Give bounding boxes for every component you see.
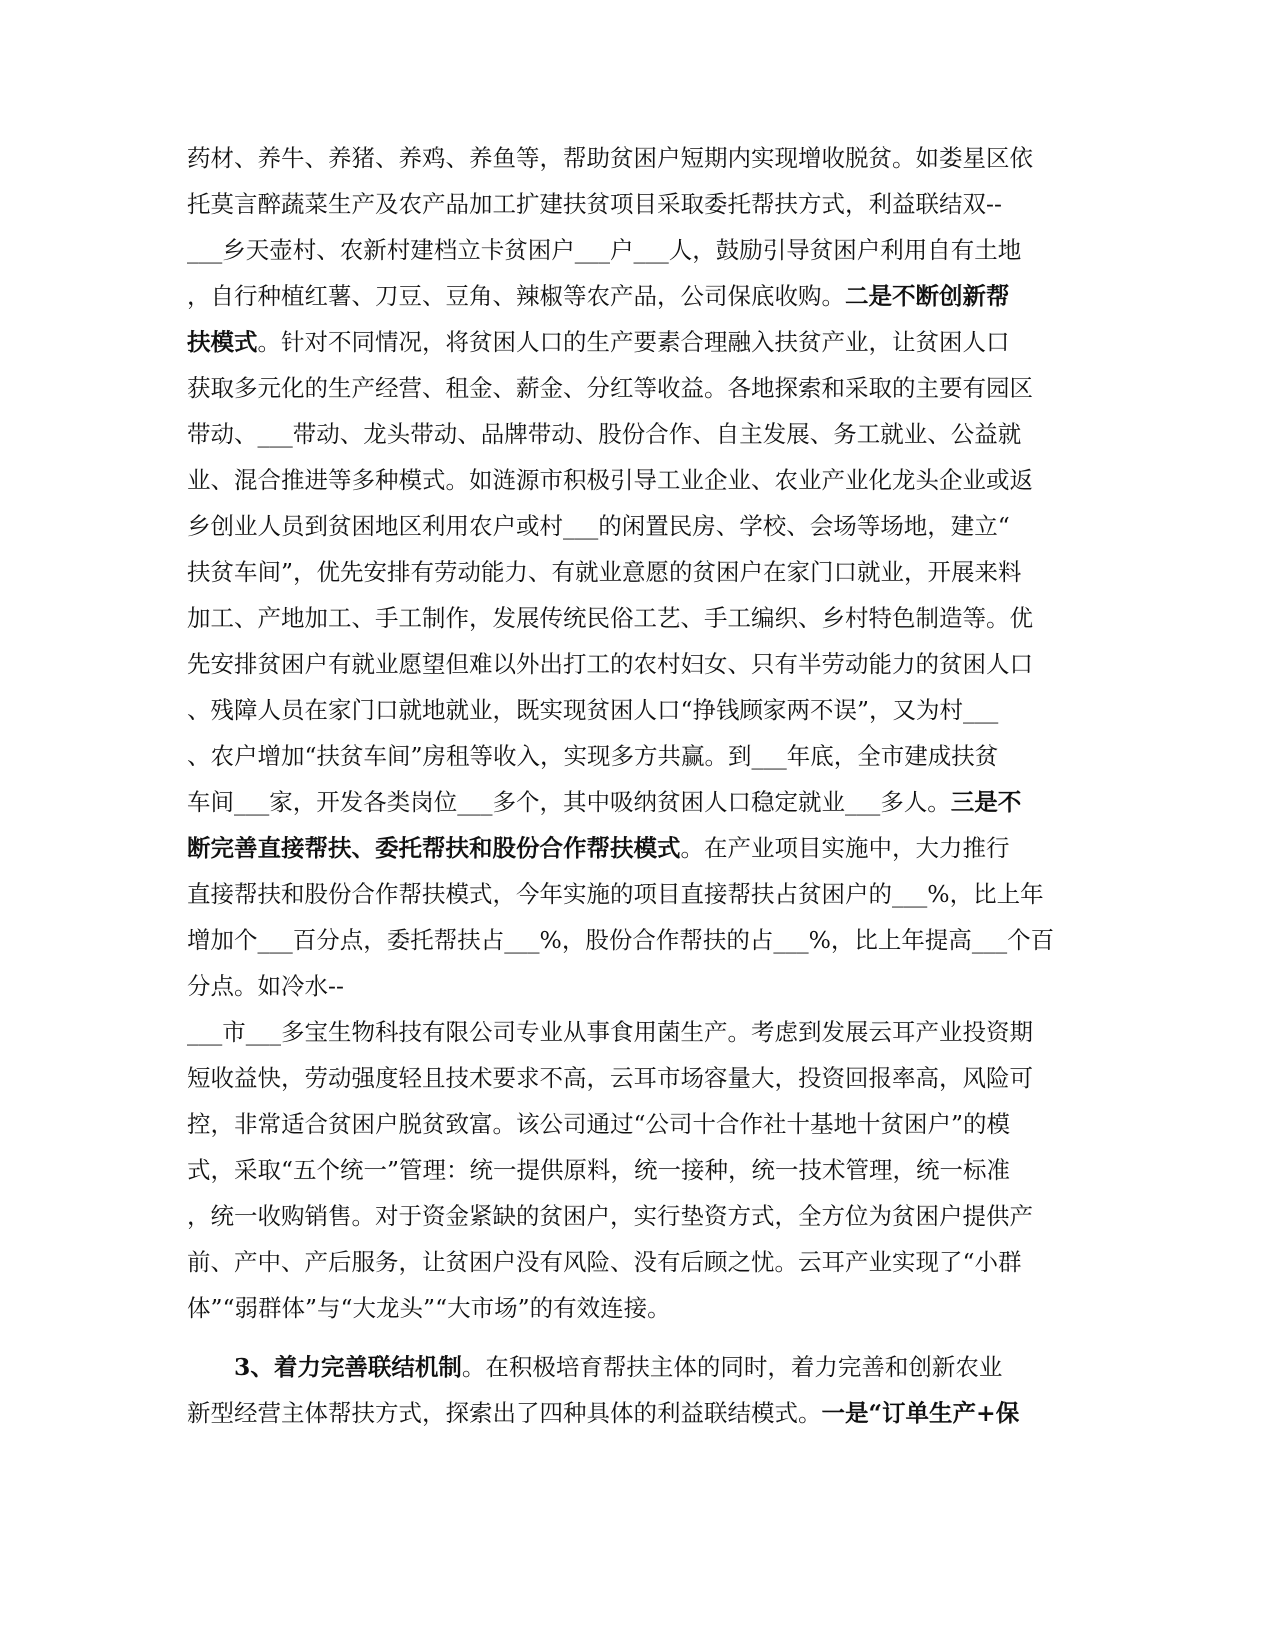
text-line: 扶模式。针对不同情况，将贫困人口的生产要素合理融入扶贫产业，让贫困人口: [187, 328, 1010, 356]
text-line: 药材、养牛、养猪、养鸡、养鱼等，帮助贫困户短期内实现增收脱贫。如娄星区依: [187, 144, 1033, 172]
text-line: ，自行种植红薯、刀豆、豆角、辣椒等农产品，公司保底收购。二是不断创新帮: [187, 282, 1010, 310]
text-line: 增加个___百分点，委托帮扶占___%，股份合作帮扶的占___%，比上年提高___个百: [187, 926, 1055, 954]
heading-inline: 断完善直接帮扶、委托帮扶和股份合作帮扶模式: [187, 834, 681, 862]
text-line: 托莫言醉蔬菜生产及农产品加工扩建扶贫项目采取委托帮扶方式，利益联结双--: [187, 190, 1002, 218]
text-line: 断完善直接帮扶、委托帮扶和股份合作帮扶模式。在产业项目实施中，大力推行: [187, 834, 1010, 862]
text-line: 业、混合推进等多种模式。如涟源市积极引导工业企业、农业产业化龙头企业或返: [187, 466, 1033, 494]
heading-inline: 一是“订单生产+保: [821, 1399, 1020, 1427]
text-line: ___乡天壶村、农新村建档立卡贫困户___户___人，鼓励引导贫困户利用自有土地: [187, 236, 1022, 264]
text-line: ，统一收购销售。对于资金紧缺的贫困户，实行垫资方式，全方位为贫困户提供产: [187, 1202, 1033, 1230]
text-line: 控，非常适合贫困户脱贫致富。该公司通过“公司十合作社十基地十贫困户”的模: [187, 1110, 1011, 1138]
text-line: 先安排贫困户有就业愿望但难以外出打工的农村妇女、只有半劳动能力的贫困人口: [187, 650, 1033, 678]
text-line: 加工、产地加工、手工制作，发展传统民俗工艺、手工编织、乡村特色制造等。优: [187, 604, 1033, 632]
text-line: 直接帮扶和股份合作帮扶模式，今年实施的项目直接帮扶占贫困户的___%，比上年: [187, 880, 1044, 908]
text-line: 体”“弱群体”与“大龙头”“大市场”的有效连接。: [187, 1294, 671, 1322]
text-line: 车间___家，开发各类岗位___多个，其中吸纳贫困人口稳定就业___多人。三是不: [187, 788, 1022, 816]
text-line: 、农户增加“扶贫车间”房租等收入，实现多方共赢。到___年底，全市建成扶贫: [187, 742, 999, 770]
heading-inline: 扶模式: [187, 328, 258, 356]
text-line: 乡创业人员到贫困地区利用农户或村___的闲置民房、学校、会场等场地，建立“: [187, 512, 1010, 540]
text-line: 式，采取“五个统一”管理：统一提供原料，统一接种，统一技术管理，统一标准: [187, 1156, 1011, 1184]
text-line: 短收益快，劳动强度轻且技术要求不高，云耳市场容量大，投资回报率高，风险可: [187, 1064, 1033, 1092]
text-line: 扶贫车间”，优先安排有劳动能力、有就业意愿的贫困户在家门口就业，开展来料: [187, 558, 1022, 586]
text-line: 、残障人员在家门口就地就业，既实现贫困人口“挣钱顾家两不误”，又为村___: [187, 696, 999, 724]
text-line: 获取多元化的生产经营、租金、薪金、分红等收益。各地探索和采取的主要有园区: [187, 374, 1033, 402]
section-heading: 3、着力完善联结机制: [234, 1353, 462, 1381]
text-line: ___市___多宝生物科技有限公司专业从事食用菌生产。考虑到发展云耳产业投资期: [187, 1018, 1033, 1046]
text-line: 新型经营主体帮扶方式，探索出了四种具体的利益联结模式。一是“订单生产+保: [187, 1399, 1020, 1427]
text-line: 分点。如冷水--: [187, 972, 344, 1000]
text-line: 带动、___带动、龙头带动、品牌带动、股份合作、自主发展、务工就业、公益就: [187, 420, 1022, 448]
heading-inline: 三是不: [950, 788, 1022, 816]
text-line: 前、产中、产后服务，让贫困户没有风险、没有后顾之忧。云耳产业实现了“小群: [187, 1248, 1022, 1276]
text-line: 3、着力完善联结机制。在积极培育帮扶主体的同时，着力完善和创新农业: [234, 1353, 1003, 1381]
heading-inline: 二是不断创新帮: [845, 282, 1010, 310]
